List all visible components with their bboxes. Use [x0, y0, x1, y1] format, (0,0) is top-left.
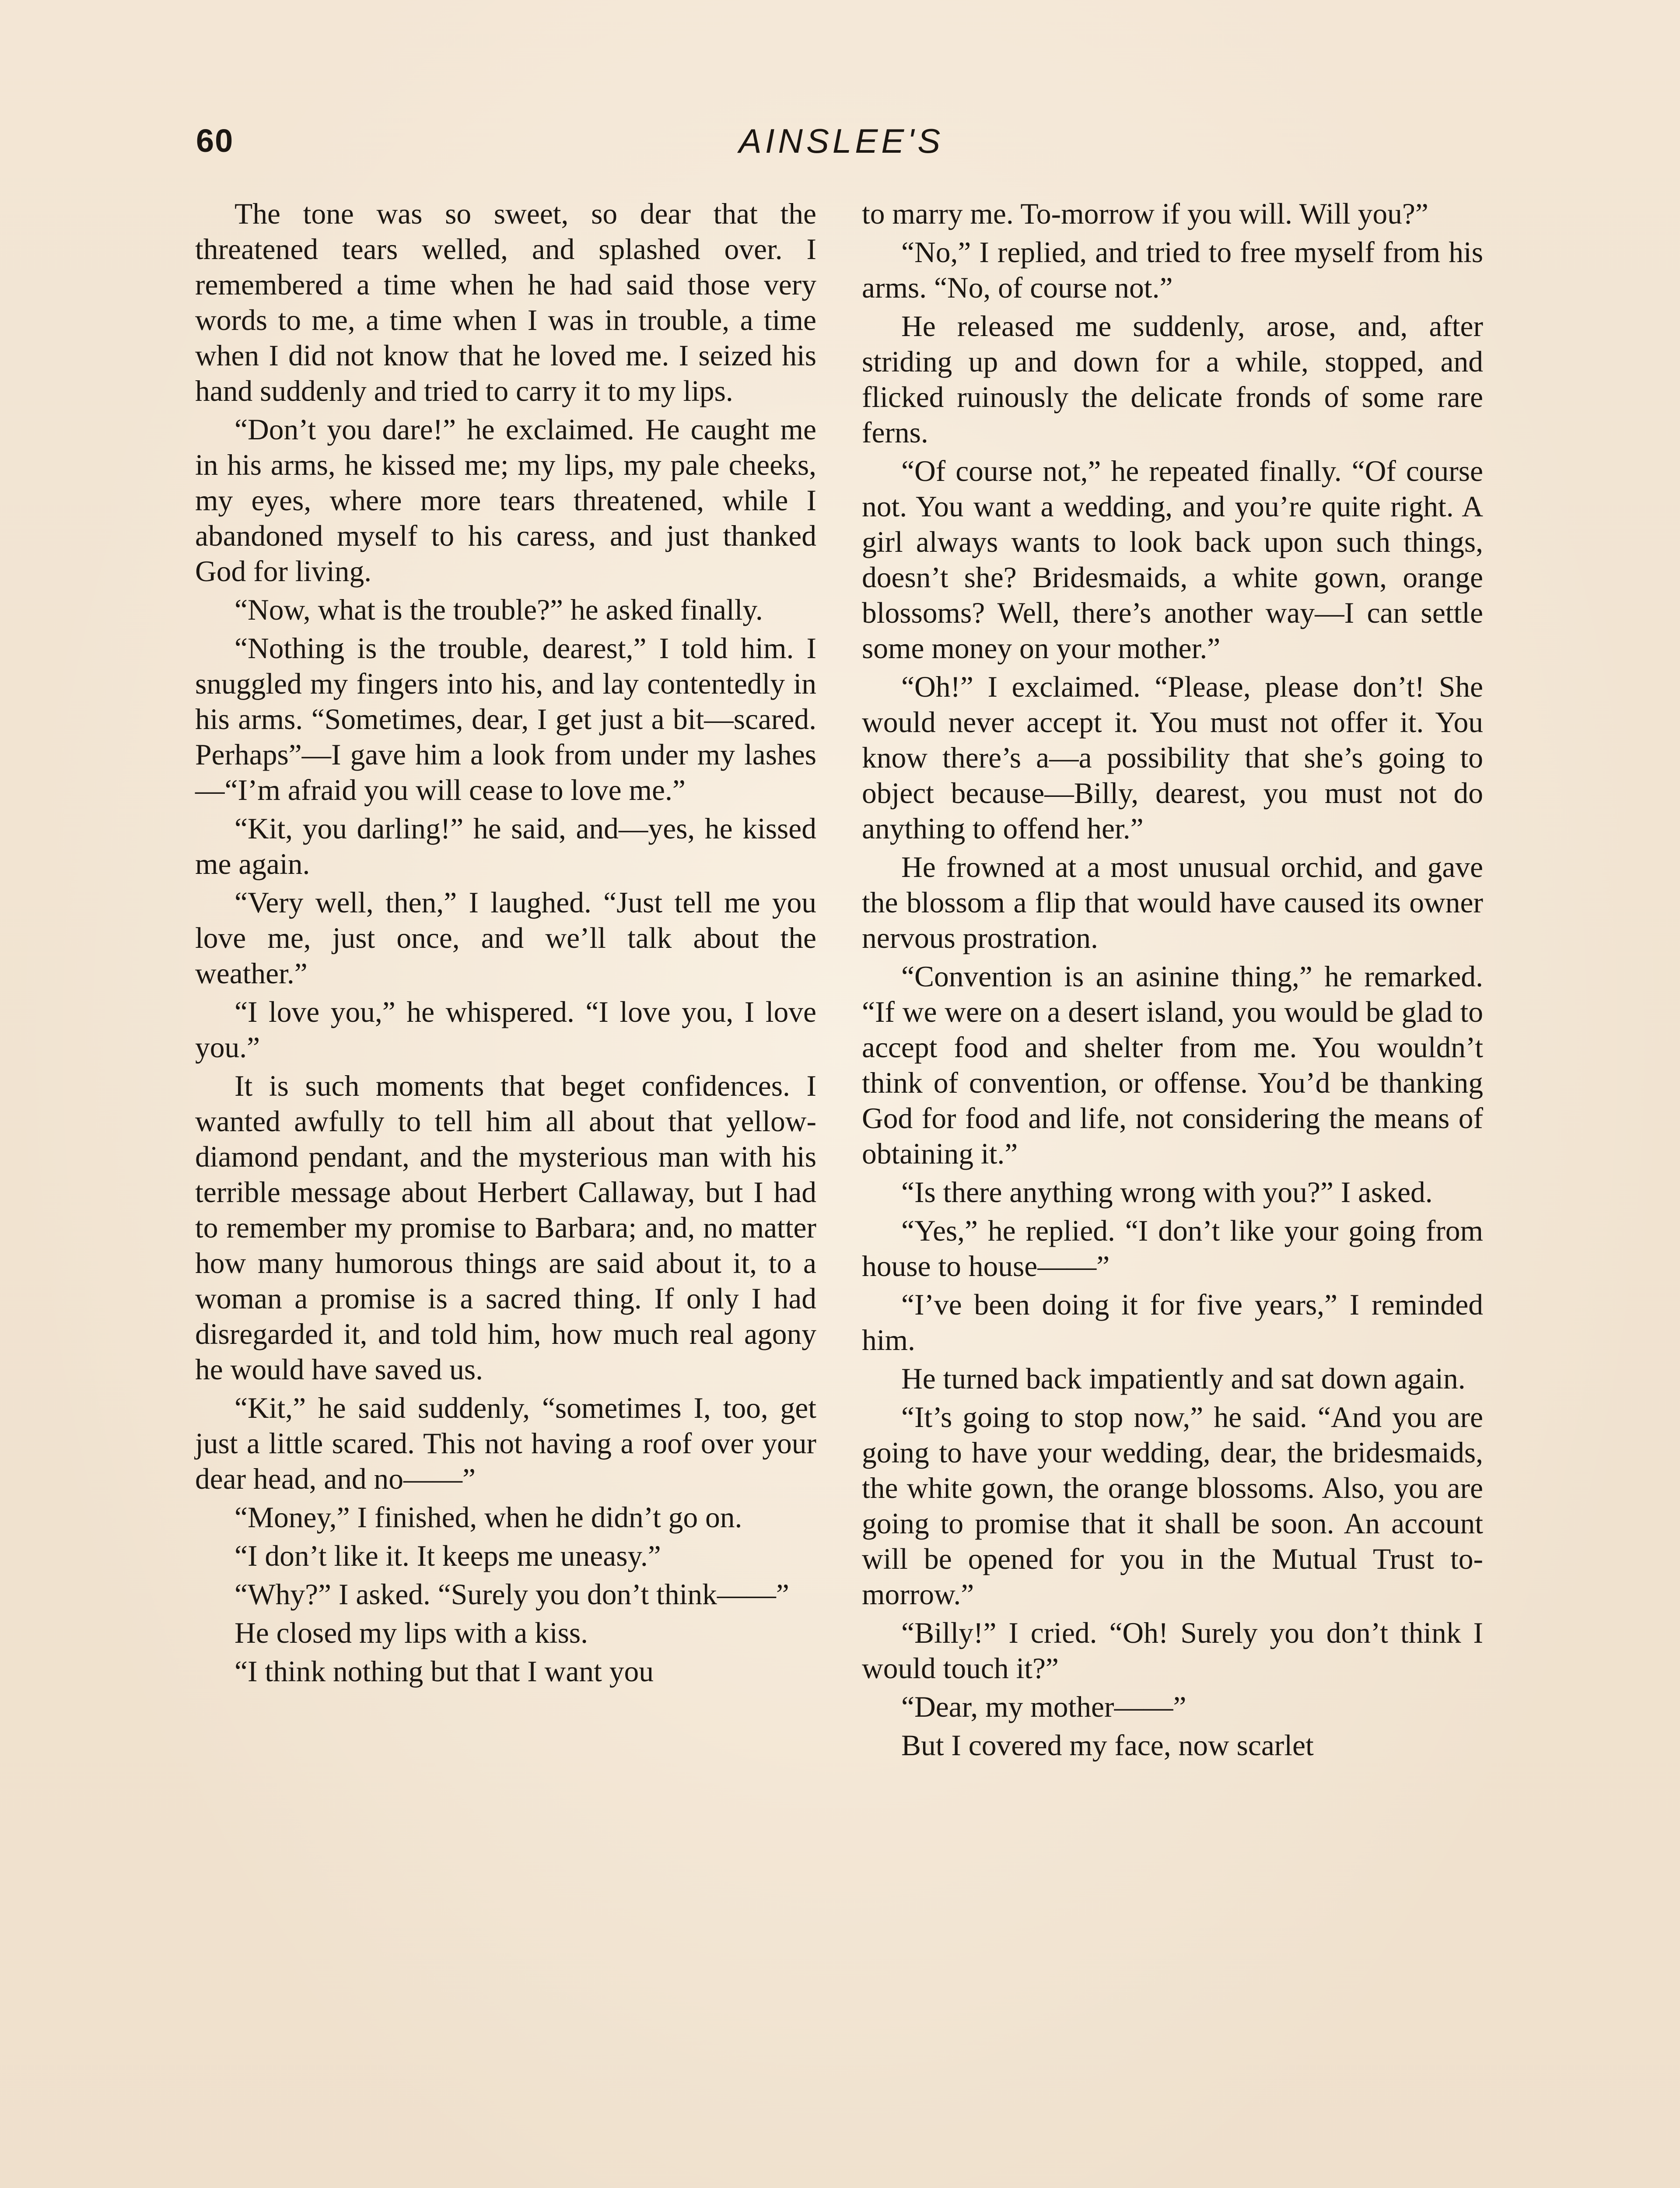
paragraph: “Kit, you darling!” he said, and—yes, he kissed me again.	[195, 812, 816, 880]
paragraph: “Of course not,” he repeated finally. “Of course not. You want a wedding, and you’re quite right. A girl always wants to look back upon such things, doesn’t she? Bridesmaids, a white gown, orange blossoms? Well, there’s another way—I can settle some money on your mother.”	[862, 455, 1483, 665]
paragraph: “Don’t you dare!” he exclaimed. He caught me in his arms, he kissed me; my lips, my pale cheeks, my eyes, where more tears threatened, while I abandoned myself to his caress, and just thanked God for living.	[195, 413, 816, 588]
paragraph: “Now, what is the trouble?” he asked finally.	[234, 593, 763, 626]
paragraph: He turned back impatiently and sat down again.	[901, 1362, 1466, 1395]
paragraph: “Very well, then,” I laughed. “Just tell me you love me, just once, and we’ll talk about the weather.”	[195, 886, 816, 990]
paragraph: “No,” I replied, and tried to free myself from his arms. “No, of course not.”	[862, 236, 1483, 304]
paragraph: “Nothing is the trouble, dearest,” I told him. I snuggled my fingers into his, and lay contentedly in his arms. “Sometimes, dear, I get just a bit—scared. Perhaps”—I gave him a look from under my lashes—“I’m afraid you will cease to love me.”	[195, 632, 816, 806]
left-column	[195, 196, 816, 1689]
page-number: 60	[196, 123, 234, 159]
paragraph: “It’s going to stop now,” he said. “And you are going to have your wedding, dear, the bridesmaids, the white gown, the orange blossoms. Also, you are going to promise that it shall be soon. An account will be opened for you in the Mutual Trust to-morrow.”	[862, 1401, 1483, 1611]
right-column	[862, 196, 1483, 1763]
paragraph: “I think nothing but that I want you	[234, 1655, 654, 1688]
page-header	[196, 119, 1487, 167]
paragraph: He released me suddenly, arose, and, after striding up and down for a while, stopped, and flicked ruinously the delicate fronds of some rare ferns.	[862, 310, 1483, 449]
paragraph: But I covered my face, now scarlet	[901, 1729, 1314, 1762]
paragraph: “I love you,” he whispered. “I love you, I love you.”	[195, 996, 816, 1064]
running-head: AINSLEE'S	[738, 122, 944, 160]
paragraph: “Dear, my mother——”	[901, 1690, 1186, 1723]
paragraph: “Billy!” I cried. “Oh! Surely you don’t think I would touch it?”	[862, 1616, 1483, 1685]
paragraph: “Yes,” he replied. “I don’t like your going from house to house——”	[862, 1214, 1483, 1283]
paragraph: “Convention is an asinine thing,” he remarked. “If we were on a desert island, you would be glad to accept food and shelter from me. You wouldn’t think of convention, or offense. You’d be thanking God for food and life, not considering the means of obtaining it.”	[862, 960, 1483, 1170]
paragraph: “Oh!” I exclaimed. “Please, please don’t! She would never accept it. You must not offer it. You know there’s a—a possibility that she’s going to object because—Billy, dearest, you must not do anything to offend her.”	[862, 670, 1483, 845]
paragraph: “I don’t like it. It keeps me uneasy.”	[234, 1539, 661, 1572]
paragraph: It is such moments that beget confidences. I wanted awfully to tell him all about that yellow-diamond pendant, and the mysterious man with his terrible message about Herbert Callaway, but I had to remember my promise to Barbara; and, no matter how many humorous things are said about it, to a woman a promise is a sacred thing. If only I had disregarded it, and told him, how much real agony he would have saved us.	[195, 1069, 816, 1386]
paragraph: The tone was so sweet, so dear that the threatened tears welled, and splashed over. I remembered a time when he had said those very words to me, a time when I was in trouble, a time when I did not know that he loved me. I seized his hand suddenly and tried to carry it to my lips.	[195, 197, 816, 407]
paragraph: “I’ve been doing it for five years,” I reminded him.	[862, 1288, 1483, 1357]
paragraph: “Money,” I finished, when he didn’t go on.	[234, 1501, 742, 1534]
paragraph: He closed my lips with a kiss.	[234, 1616, 588, 1649]
continued-paragraph: to marry me. To-morrow if you will. Will you?”	[862, 197, 1428, 230]
paragraph: He frowned at a most unusual orchid, and gave the blossom a flip that would have caused its owner nervous prostration.	[862, 851, 1483, 954]
paragraph: “Kit,” he said suddenly, “sometimes I, too, get just a little scared. This not having a roof over your dear head, and no——”	[195, 1392, 816, 1495]
paragraph: “Why?” I asked. “Surely you don’t think——”	[234, 1578, 789, 1611]
paragraph: “Is there anything wrong with you?” I asked.	[901, 1176, 1433, 1209]
